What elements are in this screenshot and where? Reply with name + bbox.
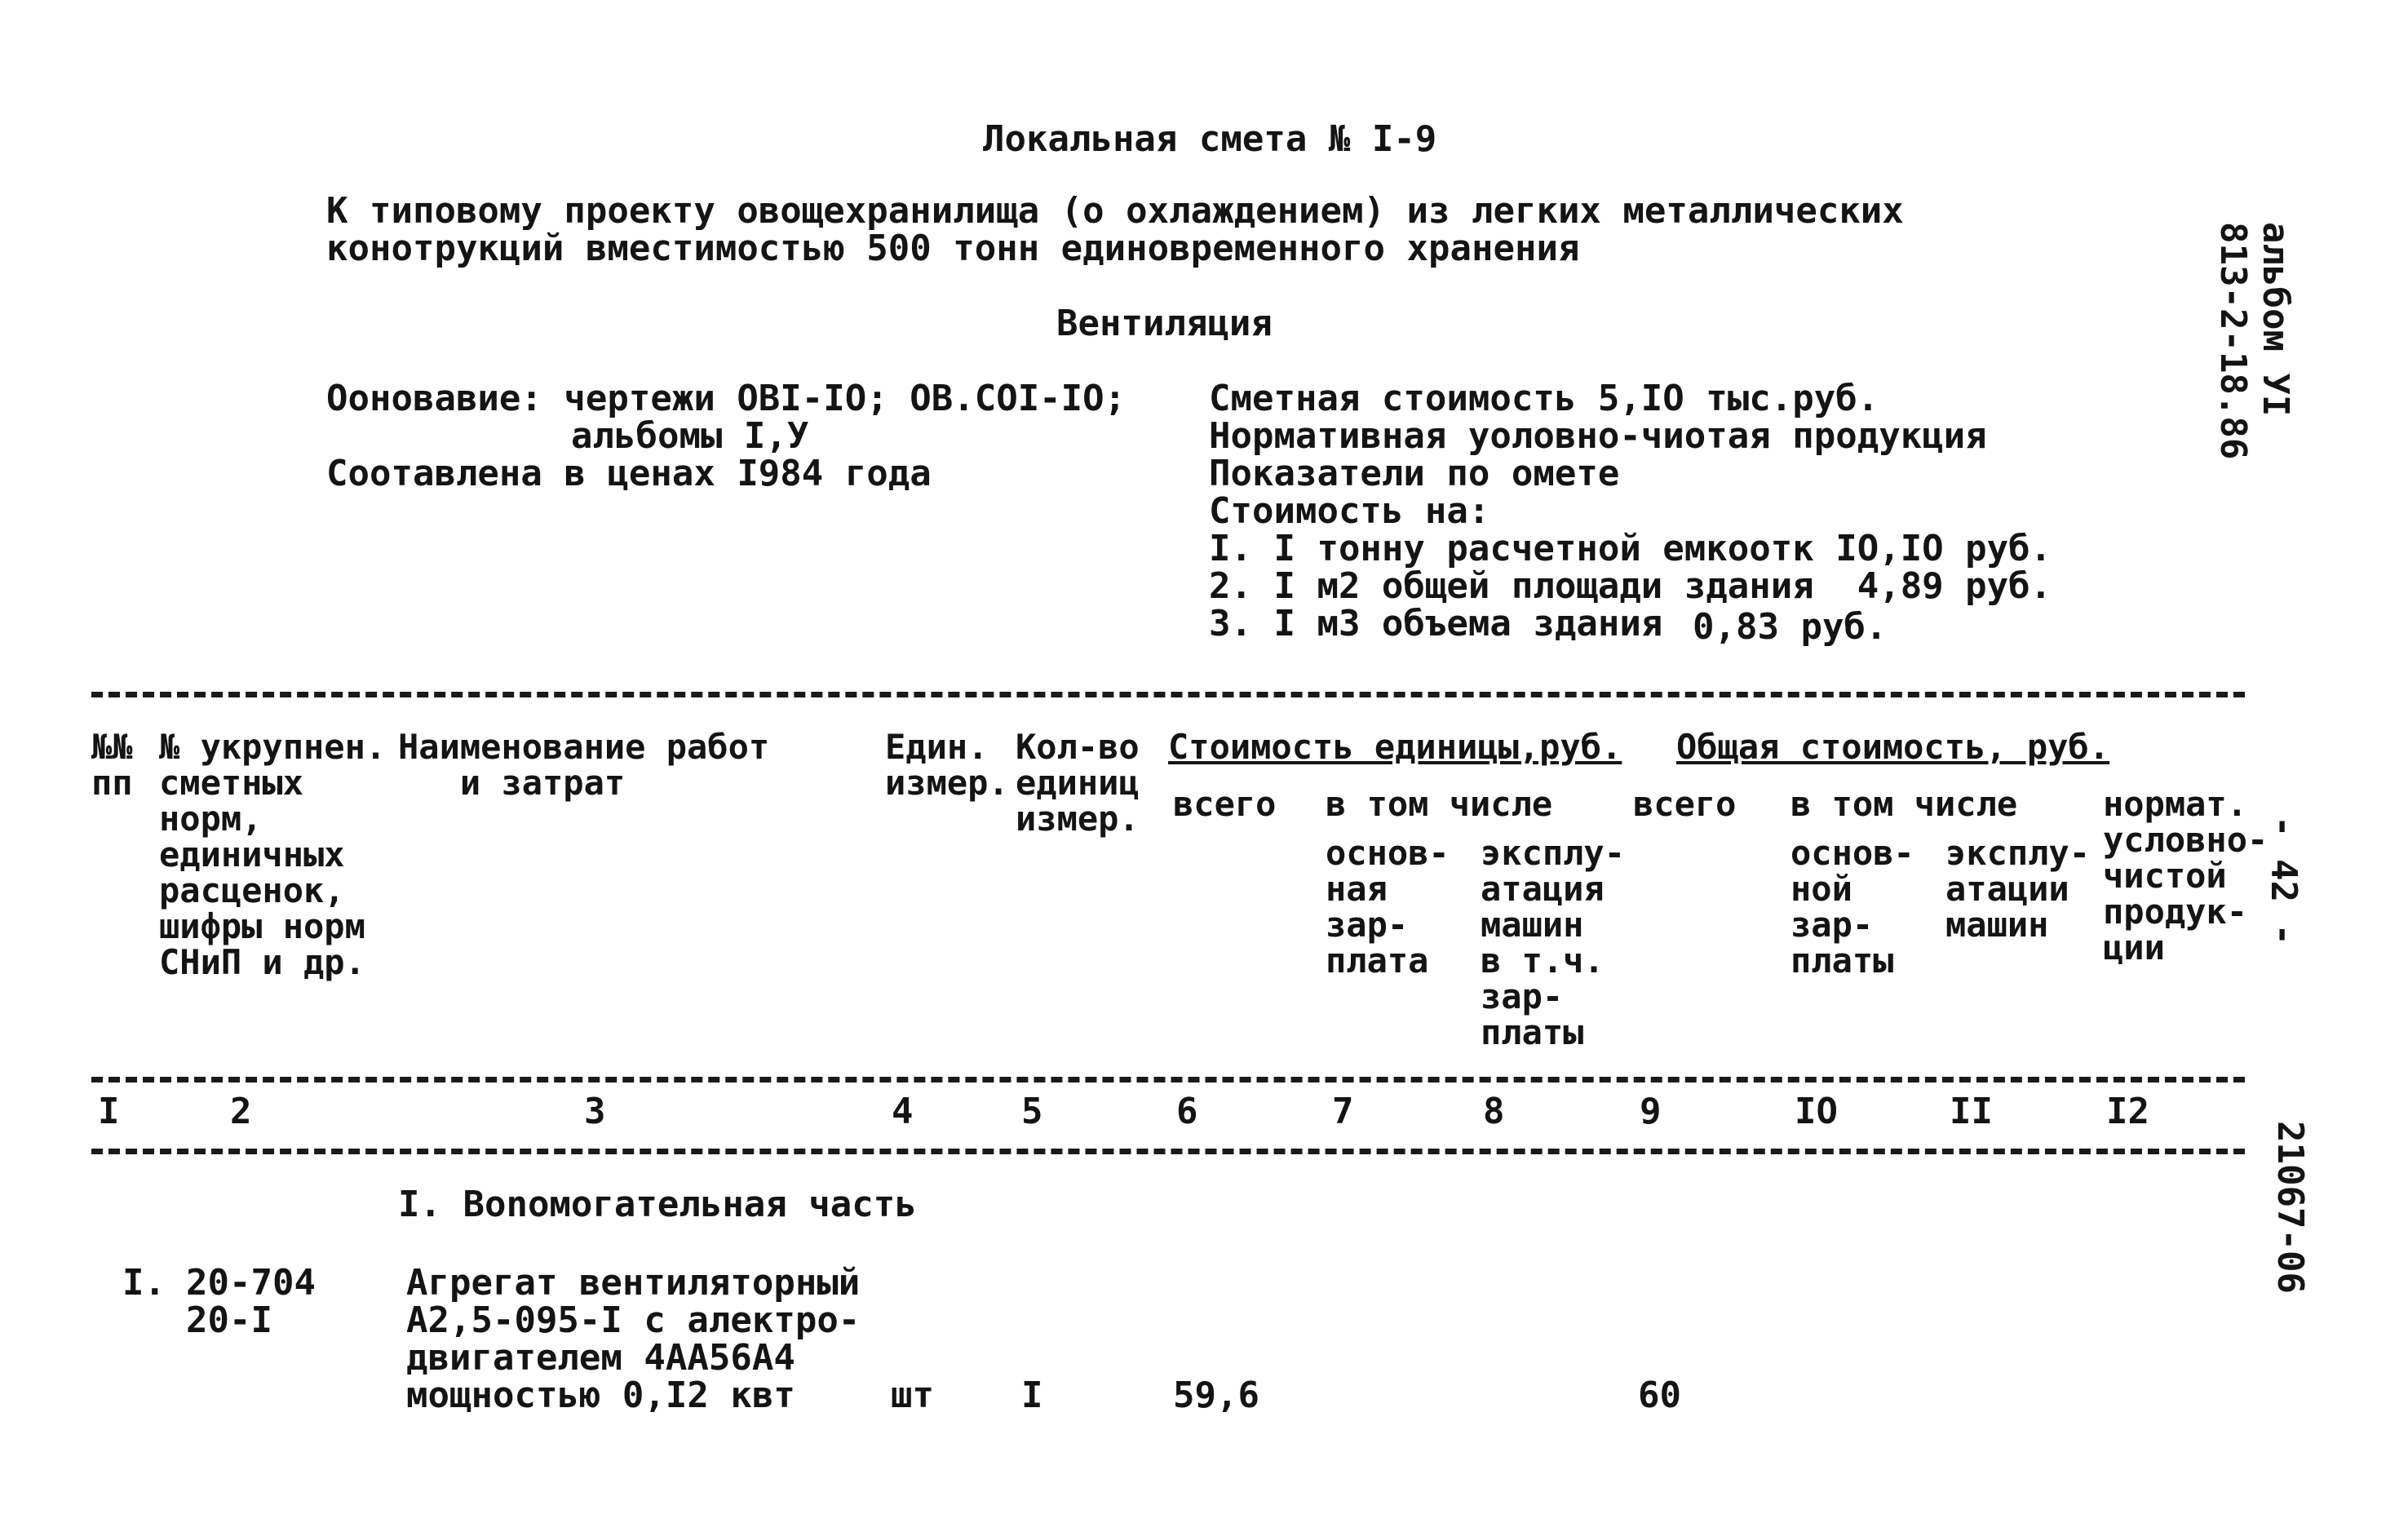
col-number: 3 [584,1091,606,1132]
normative-product: Нормативная уоловно-чиотая продукция [1209,415,1987,457]
section-title: Вентиляция [1056,303,1273,344]
col-number: 4 [892,1091,914,1132]
col-header-9: всего [1633,784,1737,824]
col-number: 9 [1640,1091,1662,1132]
indicator-item3-value: 0,83 руб. [1693,606,1888,648]
col-header-3: Наименование работ и затрат [398,727,770,803]
basis-line3: Соотавлена в ценах I984 года [326,453,932,494]
subtitle-line1: К типовому проекту овощехранилища (о охлаждением) из легких металлических [326,190,1904,232]
subtitle-line2: конотрукций вместимостью 500 тонн единовременного хранения [326,228,1580,269]
page-number: - 42 - [2263,816,2304,945]
col-numbers-bottom-rule [91,1149,2245,1154]
col-header-11: эксплу- атации машин [1945,833,2091,945]
document-title: Локальная смета № I-9 [983,118,1437,160]
col-number: 8 [1483,1091,1505,1132]
col-number: 5 [1021,1091,1043,1132]
indicator-item2: 2. I м2 общей площади здания 4,89 руб. [1209,565,2052,607]
indicator-item3: 3. I м3 объема здания [1209,603,1663,644]
col-header-7: основ- ная зар- плата [1326,833,1450,981]
row1-number: I. [122,1262,166,1304]
cost-on-label: Стоимость на: [1209,490,1490,532]
col-header-12: нормат. условно- чистой продук- ции [2103,784,2269,967]
indicator-item1: I. I тонну расчетной емкоотк IO,IO руб. [1209,528,2052,569]
table-top-rule [91,692,2245,697]
row1-qty: I [1021,1375,1043,1416]
col-header-4: Един. измер. [885,727,1009,803]
document-number: 21067-06 [2269,1121,2311,1294]
row1-code: 20-704 20-I [186,1262,316,1341]
unit-cost-group-header: Стоимость единицы,руб. [1168,727,1622,767]
album-code-stamp: 813-2-18.86 [2212,222,2254,460]
basis-line1: Ооновавие: чертежи OBI-IO; OB.COI-IO; [326,378,1127,419]
col-header-2: № укрупнен. сметных норм, единичных расценок, шифры норм СНиП и др. [159,727,387,982]
row1-name: Агрегат вентиляторный A2,5-095-I с алектро- двигателем 4AA56A4 мощностью 0,I2 квт [406,1262,861,1416]
col-number: 7 [1332,1091,1354,1132]
basis-line2: альбомы I,У [571,415,809,457]
col-header-1: №№ пп [91,727,133,803]
col-number: 6 [1176,1091,1198,1132]
including-header-2: в том числе [1791,784,2018,824]
col-header-10: основ- ной зар- платы [1791,833,1914,981]
col-number: 2 [230,1091,252,1132]
estimate-cost: Сметная стоимость 5,IO тыс.руб. [1209,378,1879,419]
album-stamp: альбом УI [2255,222,2296,417]
row1-unit-total: 59,6 [1173,1375,1259,1416]
including-header-1: в том числе [1326,784,1553,824]
row1-total: 60 [1638,1375,1681,1416]
col-header-6: всего [1173,784,1277,824]
col-number: II [1950,1091,1993,1132]
col-number: I2 [2106,1091,2149,1132]
row1-unit: шт [891,1375,934,1416]
col-header-5: Кол-во единиц измер. [1016,727,1140,839]
header-bottom-rule [91,1077,2245,1082]
indicators-label: Показатели по омете [1209,453,1620,494]
col-number: I [98,1091,120,1132]
total-cost-group-header: Общая стоимость, руб. [1676,727,2110,767]
section-heading: I. Воnомогательная часть [398,1184,917,1225]
col-number: IO [1795,1091,1838,1132]
col-header-8: эксплу- атация машин в т.ч. зар- платы [1481,833,1626,1052]
